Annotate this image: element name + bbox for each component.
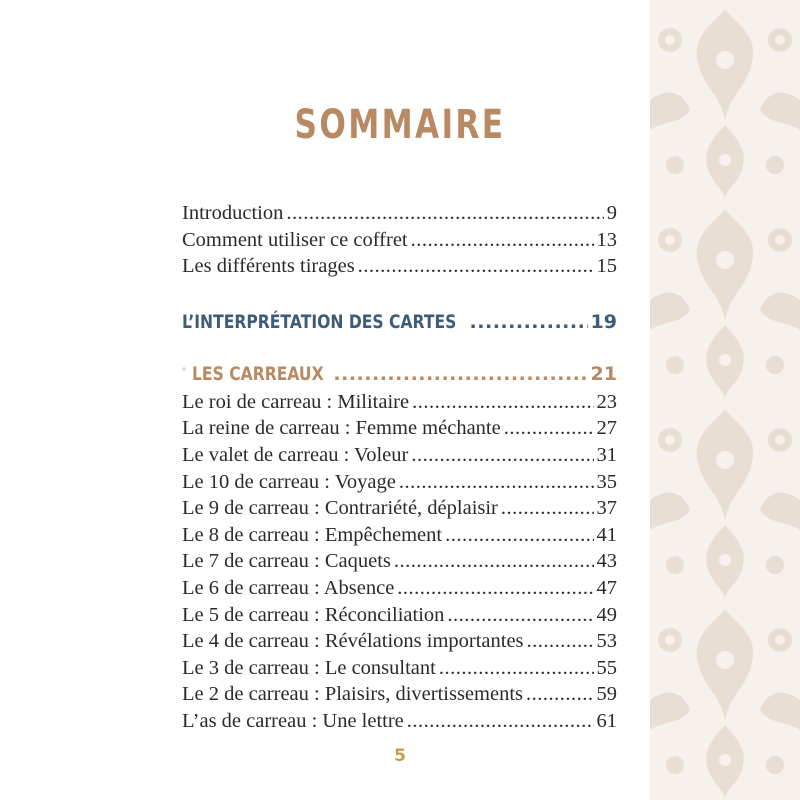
toc-entry[interactable] [182,548,617,575]
toc-entry-page: 9 [606,202,617,224]
toc-entry-label: Le roi de carreau : Militaire [182,390,410,413]
toc-entry-label: Le 8 de carreau : Empêchement [182,523,443,546]
toc-entry-page: 53 [596,630,617,653]
toc-entry-page: 35 [596,470,617,493]
section-page: 21 [590,362,617,385]
toc-entry-label: Le 10 de carreau : Voyage [182,470,396,493]
toc-entry-label: Le 3 de carreau : Le consultant [182,656,436,679]
toc-entry[interactable] [182,389,617,416]
toc-entry-page: 41 [596,523,617,546]
toc-entry-label: La reine de carreau : Femme méchante [182,417,501,440]
toc-entry-label: Le valet de carreau : Voleur [182,443,409,466]
toc-entry-page: 61 [596,709,617,732]
section-heading-interpretation[interactable] [182,307,617,337]
toc-entry[interactable] [182,602,617,629]
toc-entry-page: 37 [596,497,617,520]
dot-leader [394,548,594,575]
dot-leader [286,200,603,227]
dot-leader [439,655,594,682]
toc-entry-label: Introduction [182,202,284,224]
diamond-suit-icon [182,358,186,380]
toc-entry-label: Le 2 de carreau : Plaisirs, divertissements [182,683,523,706]
toc-entry[interactable] [182,708,617,735]
dot-leader [504,415,594,442]
dot-leader [399,469,594,496]
toc-entry[interactable] [182,575,617,602]
toc-entry-page: 31 [596,443,617,466]
toc-entry-page: 47 [596,576,617,599]
toc-entry[interactable] [182,415,617,442]
toc-entry-label: Le 7 de carreau : Caquets [182,550,391,573]
table-of-contents [182,200,617,735]
dot-leader [526,681,594,708]
toc-entry-label: Comment utiliser ce coffret [182,228,408,251]
section-label: L’INTERPRÉTATION DES CARTES [182,310,457,333]
page-title: SOMMAIRE [294,102,506,148]
dot-leader [470,307,588,337]
toc-entry[interactable] [182,442,617,469]
dot-leader [407,708,594,735]
dot-leader [527,628,594,655]
toc-entry[interactable] [182,495,617,522]
section-page: 19 [590,310,617,333]
toc-entry[interactable] [182,469,617,496]
toc-entry[interactable] [182,681,617,708]
toc-entry-label: Le 5 de carreau : Réconciliation [182,603,445,626]
section-heading-carreaux[interactable] [182,358,617,388]
toc-entry-label: L’as de carreau : Une lettre [182,709,404,732]
dot-leader [358,253,594,280]
toc-entry[interactable] [182,628,617,655]
toc-entry-label: Les différents tirages [182,255,355,278]
toc-entry-tirages[interactable] [182,253,617,280]
toc-entry-label: Le 6 de carreau : Absence [182,576,395,599]
toc-entry-page: 13 [596,228,617,251]
toc-entry-page: 27 [596,417,617,440]
toc-entry[interactable] [182,655,617,682]
toc-entry-usage[interactable] [182,227,617,254]
page-number: 5 [394,746,406,766]
section-label: LES CARREAUX [191,362,324,385]
dot-leader [445,522,593,549]
toc-entry-label: Le 4 de carreau : Révélations importantes [182,630,524,653]
toc-entry-page: 43 [596,550,617,573]
toc-entry-label: Le 9 de carreau : Contrariété, déplaisir [182,497,498,520]
dot-leader [411,227,594,254]
toc-entry-page: 59 [596,683,617,706]
toc-entry-page: 23 [596,390,617,413]
toc-entry-page: 55 [596,656,617,679]
dot-leader [333,359,587,389]
dot-leader [501,495,594,522]
dot-leader [447,602,593,629]
toc-entry-introduction[interactable] [182,200,617,227]
dot-leader [411,442,593,469]
toc-entry-page: 15 [596,255,617,278]
dot-leader [412,389,593,416]
dot-leader [397,575,593,602]
toc-entry-page: 49 [596,603,617,626]
toc-entry[interactable] [182,522,617,549]
